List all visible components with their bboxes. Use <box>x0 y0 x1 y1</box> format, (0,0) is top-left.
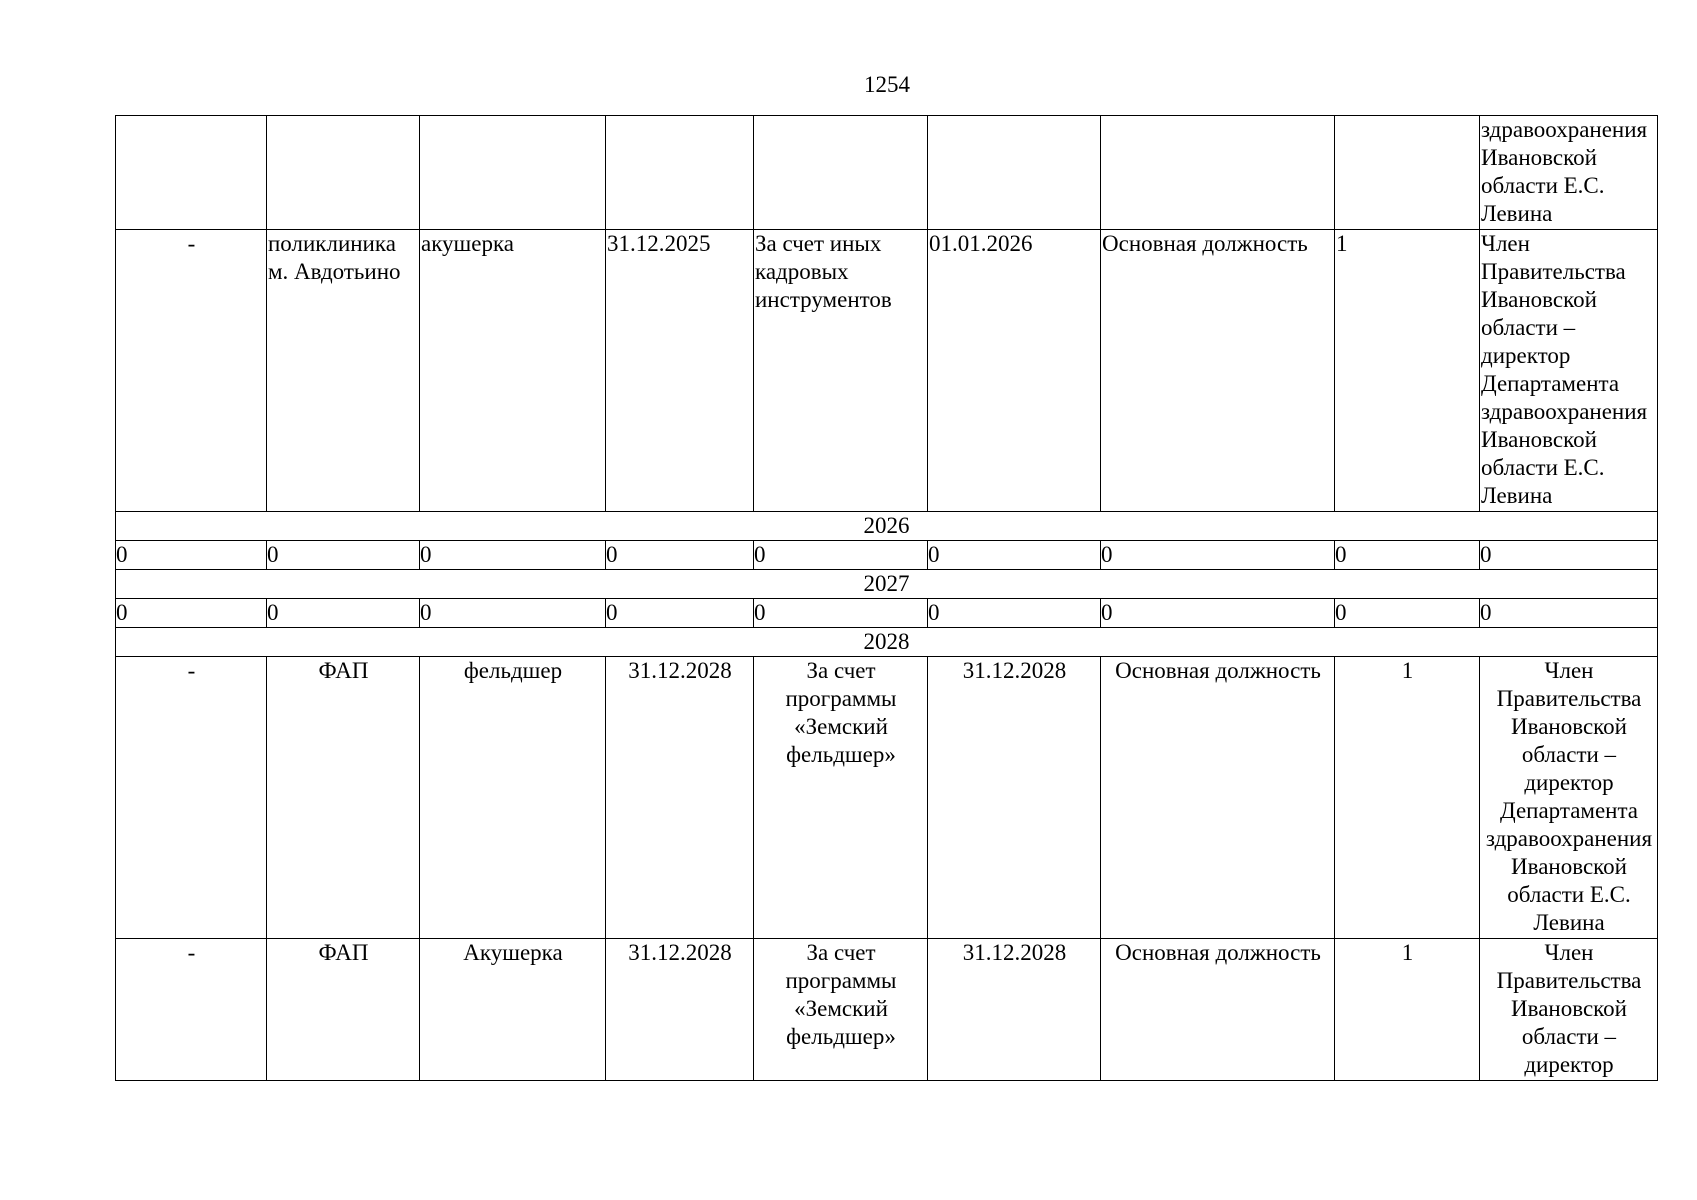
table-cell: 31.12.2028 <box>606 657 754 939</box>
positions-table <box>115 115 1658 1081</box>
table-cell: Член Правительства Ивановской области – директор Департамента здравоохранения Ивановской области Е.С. Левина <box>1480 230 1658 512</box>
table-cell: 0 <box>754 599 928 628</box>
table-row <box>116 657 1658 939</box>
table-cell: 0 <box>928 599 1101 628</box>
table-cell: ФАП <box>267 939 420 1081</box>
table-cell: За счет программы «Земский фельдшер» <box>754 939 928 1081</box>
table-cell <box>606 116 754 230</box>
table-cell: 0 <box>754 541 928 570</box>
table-cell: 0 <box>267 541 420 570</box>
table-cell: 0 <box>928 541 1101 570</box>
table-cell: здравоохранения Ивановской области Е.С. Левина <box>1480 116 1658 230</box>
table-cell: 0 <box>1101 599 1335 628</box>
year-label: 2028 <box>116 628 1658 657</box>
table-cell: Акушерка <box>420 939 606 1081</box>
table-cell: Основная должность <box>1101 230 1335 512</box>
table-cell: 0 <box>1101 541 1335 570</box>
table-cell: 0 <box>606 599 754 628</box>
table-cell: 31.12.2028 <box>928 939 1101 1081</box>
table-row <box>116 939 1658 1081</box>
table-cell: 31.12.2025 <box>606 230 754 512</box>
table-cell: 0 <box>267 599 420 628</box>
table-cell: 0 <box>116 541 267 570</box>
table-cell: 0 <box>1335 541 1480 570</box>
table-row <box>116 230 1658 512</box>
table-cell: 1 <box>1335 657 1480 939</box>
table-cell: 01.01.2026 <box>928 230 1101 512</box>
table-cell <box>116 116 267 230</box>
table-cell: Основная должность <box>1101 657 1335 939</box>
table-cell: 0 <box>1480 541 1658 570</box>
year-row <box>116 570 1658 599</box>
year-label: 2027 <box>116 570 1658 599</box>
table-cell: 0 <box>420 599 606 628</box>
year-label: 2026 <box>116 512 1658 541</box>
table-cell: Член Правительства Ивановской области – директор <box>1480 939 1658 1081</box>
table-cell: поликлиника м. Авдотьино <box>267 230 420 512</box>
table-cell <box>928 116 1101 230</box>
table-cell: Основная должность <box>1101 939 1335 1081</box>
table-cell: 31.12.2028 <box>606 939 754 1081</box>
table-cell: - <box>116 939 267 1081</box>
table-cell <box>754 116 928 230</box>
table-cell: Член Правительства Ивановской области – директор Департамента здравоохранения Ивановской области Е.С. Левина <box>1480 657 1658 939</box>
table-cell: 0 <box>606 541 754 570</box>
table-cell: 0 <box>116 599 267 628</box>
table-cell: 1 <box>1335 939 1480 1081</box>
table-row <box>116 599 1658 628</box>
page-number: 1254 <box>864 72 910 97</box>
table-cell <box>1335 116 1480 230</box>
table-cell: акушерка <box>420 230 606 512</box>
table-cell: 1 <box>1335 230 1480 512</box>
table-cell: За счет иных кадровых инструментов <box>754 230 928 512</box>
table-cell <box>1101 116 1335 230</box>
table-row <box>116 541 1658 570</box>
table-cell: - <box>116 657 267 939</box>
table-cell <box>420 116 606 230</box>
table-cell <box>267 116 420 230</box>
table-cell: фельдшер <box>420 657 606 939</box>
year-row <box>116 628 1658 657</box>
table-cell: ФАП <box>267 657 420 939</box>
table-cell: 0 <box>420 541 606 570</box>
table-cell: 0 <box>1335 599 1480 628</box>
table-cell: 31.12.2028 <box>928 657 1101 939</box>
table-row <box>116 116 1658 230</box>
year-row <box>116 512 1658 541</box>
table-cell: - <box>116 230 267 512</box>
table-cell: 0 <box>1480 599 1658 628</box>
table-cell: За счет программы «Земский фельдшер» <box>754 657 928 939</box>
